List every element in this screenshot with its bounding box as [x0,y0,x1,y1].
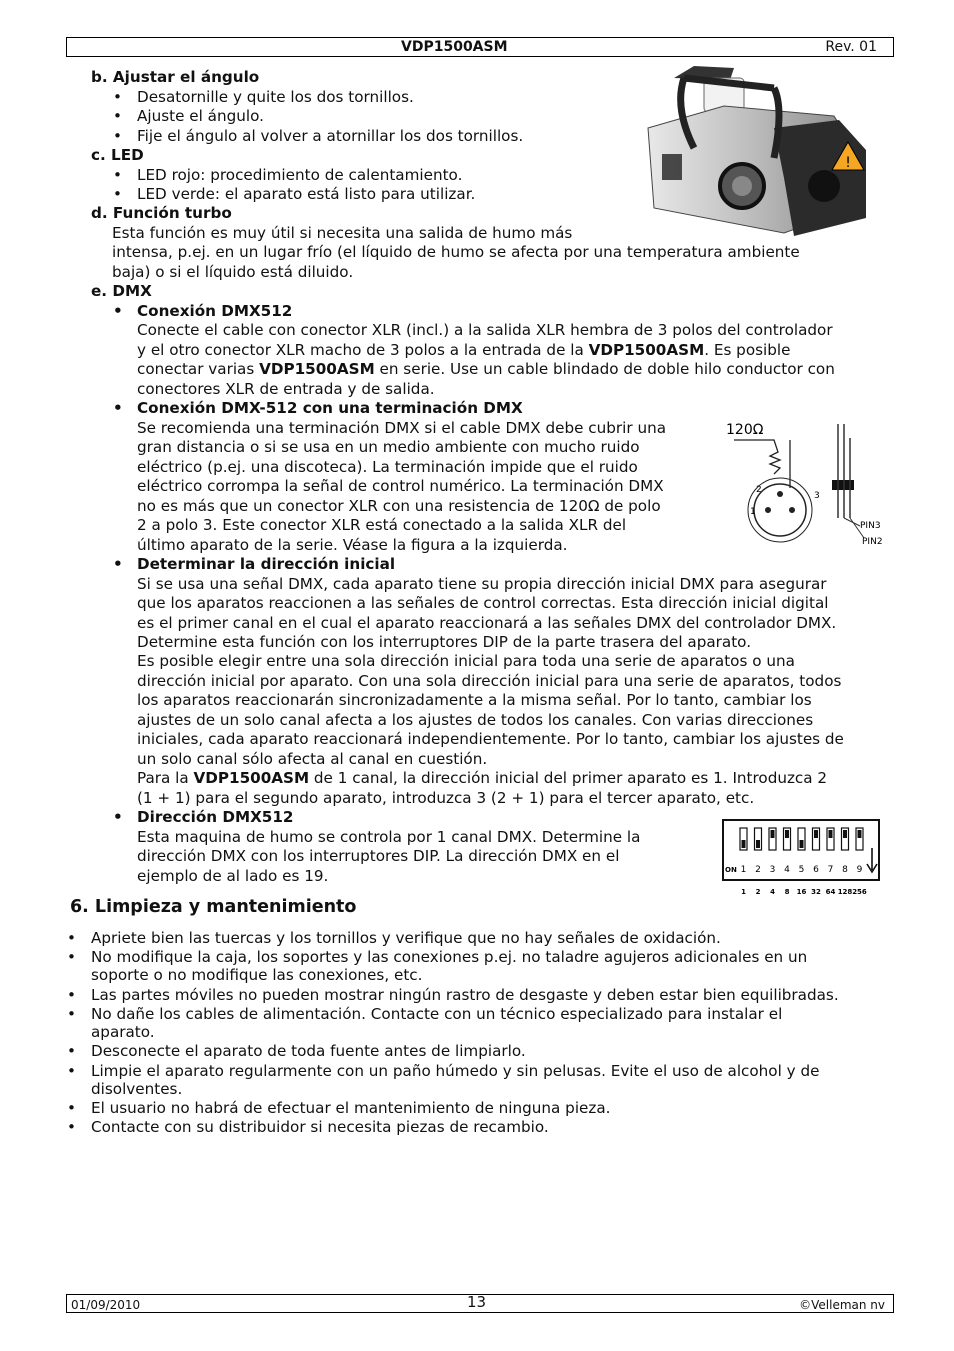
page-number: 13 [467,1293,487,1311]
dip-switch-number: 3 [769,865,776,875]
paragraph-line: ajustes de un solo canal afecta a los ajustes de todos los canales. Con varias direcciones [137,711,814,729]
subheading-dmx512: • Conexión DMX512 [137,302,292,322]
list-item: • Fije el ángulo al volver a atornillar los dos tornillos. [137,127,523,147]
dip-switch-number: 5 [798,865,805,875]
list-item-continuation: soporte o no modifique las conexiones, etc. [91,966,423,985]
dip-switch-value: 1 [741,888,746,896]
page-header [66,37,894,57]
dip-switch-knob [829,830,833,838]
paragraph-line: último aparato de la serie. Véase la figura a la izquierda. [137,536,568,554]
dip-switch-diagram [722,818,882,898]
dip-switch-value: 16 [796,888,807,896]
dip-switch-number: 8 [842,865,848,875]
paragraph-line: (1 + 1) para el segundo aparato, introduzca 3 (2 + 1) para el tercer aparato, etc. [137,789,755,807]
header-title: VDP1500ASM [401,39,508,55]
paragraph-line: Esta maquina de humo se controla por 1 canal DMX. Determine la [137,828,641,846]
paragraph-line: que los aparatos reaccionen a las señales de control correctas. Esta dirección inicial digital [137,594,829,612]
dip-switch-number: 9 [856,865,863,875]
dip-switch-knob [858,830,862,838]
paragraph-line: Esta función es muy útil si necesita una salida de humo más [112,224,573,242]
paragraph-line: y el otro conector XLR macho de 3 polos a la entrada de la VDP1500ASM. Es posible [137,341,791,359]
list-item: • El usuario no habrá de efectuar el mantenimiento de ninguna pieza. [91,1099,611,1119]
svg-text:PIN3: PIN3 [860,521,881,531]
dip-switch-number: 2 [755,865,761,875]
paragraph-line: no es más que un conector XLR con una resistencia de 120Ω de polo [137,497,661,515]
list-item: • Desatornille y quite los dos tornillos. [137,88,414,108]
svg-text:ON: ON [725,866,737,874]
paragraph-line: gran distancia o si se usa en un medio ambiente con mucho ruido [137,438,640,456]
header-revision: Rev. 01 [825,39,877,55]
dip-switch-knob [742,840,746,848]
paragraph-line: Es posible elegir entre una sola dirección inicial para toda una serie de aparatos o una [137,652,795,670]
list-item: • Limpie el aparato regularmente con un paño húmedo y sin pelusas. Evite el uso de alcohol y de [91,1062,819,1082]
paragraph-line: dirección DMX con los interruptores DIP. La dirección DMX en el [137,847,620,865]
list-item: • No dañe los cables de alimentación. Contacte con un técnico especializado para instalar el [91,1005,782,1025]
paragraph-line: eléctrico corrompa la señal de control numérico. La terminación DMX [137,477,664,495]
dip-switch-value: 128 [837,888,853,896]
paragraph-line: Se recomienda una terminación DMX si el cable DMX debe cubrir una [137,419,666,437]
section-heading-6: 6. Limpieza y mantenimiento [70,897,357,917]
paragraph-line: un solo canal sólo afecta al canal en cuestión. [137,750,488,768]
svg-text:1: 1 [750,507,756,517]
paragraph-line: dirección inicial por aparato. Con una sola dirección inicial para una serie de aparatos, todos [137,672,842,690]
dip-switch-knob [756,840,760,848]
dip-switch-knob [814,830,818,838]
heading-e: e. DMX [91,282,152,300]
footer-date: 01/09/2010 [71,1298,141,1312]
dip-switch-knob [771,830,775,838]
subheading-termination: • Conexión DMX-512 con una terminación DMX [137,399,523,419]
paragraph-line: intensa, p.ej. en un lugar frío (el líquido de humo se afecta por una temperatura ambiente [112,243,800,261]
paragraph-line: Conecte el cable con conector XLR (incl.) a la salida XLR hembra de 3 polos del controlador [137,321,833,339]
list-item: • Desconecte el aparato de toda fuente antes de limpiarlo. [91,1042,526,1062]
dip-switch-value: 8 [784,888,790,896]
dip-switch-knob [843,830,847,838]
resistor-label: 120Ω [726,422,764,438]
heading-b: b. Ajustar el ángulo [91,68,260,86]
list-item-continuation: aparato. [91,1022,155,1041]
dip-switch-value: 32 [811,888,821,896]
paragraph-line: conectores XLR de entrada y de salida. [137,380,435,398]
list-item: • LED verde: el aparato está listo para utilizar. [137,185,475,205]
paragraph-line: conectar varias VDP1500ASM en serie. Use un cable blindado de doble hilo conductor con [137,360,835,378]
page-footer [66,1294,894,1313]
dip-switch-value: 64 [825,888,836,896]
heading-c: c. LED [91,146,144,164]
dip-switch-number: 4 [784,865,790,875]
paragraph-line: Determine esta función con los interruptores DIP de la parte trasera del aparato. [137,633,752,651]
heading-d: d. Función turbo [91,204,232,222]
list-item: • Las partes móviles no pueden mostrar ningún rastro de desgaste y deben estar bien equilibradas. [91,986,839,1006]
paragraph-line: iniciales, cada aparato reaccionará independientemente. Por lo tanto, cambiar los ajustes de [137,730,844,748]
paragraph-line: Si se usa una señal DMX, cada aparato tiene su propia dirección inicial DMX para asegurar [137,575,827,593]
dip-switch-number: 7 [827,865,834,875]
paragraph-line: es el primer canal en el cual el aparato reaccionará a las señales DMX del controlador DMX. [137,614,837,632]
list-item: • Contacte con su distribuidor si necesita piezas de recambio. [91,1118,549,1138]
list-item-continuation: disolventes. [91,1079,183,1098]
paragraph-line: los aparatos reaccionarán sincronizadamente a la misma señal. Por lo tanto, cambiar los [137,691,812,709]
paragraph-line: eléctrico (p.ej. una discoteca). La terminación impide que el ruido [137,458,638,476]
footer-copyright: ©Velleman nv [799,1298,885,1312]
svg-text:3: 3 [814,491,820,501]
dip-switch-value: 2 [755,888,761,896]
dip-switch-value: 256 [852,888,867,896]
list-item: • Apriete bien las tuercas y los tornillos y verifique que no hay señales de oxidación. [91,929,721,949]
paragraph-line: Para la VDP1500ASM de 1 canal, la dirección inicial del primer aparato es 1. Introduzca 2 [137,769,828,787]
svg-text:PIN2: PIN2 [862,537,883,547]
dip-switch-number: 1 [740,865,747,875]
dip-switch-value: 4 [770,888,775,896]
svg-text:2: 2 [756,485,762,495]
paragraph-line: ejemplo de al lado es 19. [137,867,329,885]
xlr-termination-diagram [720,418,890,548]
paragraph-line: 2 a polo 3. Este conector XLR está conectado a la salida XLR del [137,516,627,534]
svg-text:!: ! [845,155,851,171]
list-item: • No modifique la caja, los soportes y las conexiones p.ej. no taladre agujeros adicionales en un [91,948,807,968]
list-item: • Ajuste el ángulo. [137,107,264,127]
dip-switch-number: 6 [813,865,819,875]
fog-machine-illustration [634,58,878,238]
subheading-dmx-address: • Dirección DMX512 [137,808,293,828]
paragraph-line: baja) o si el líquido está diluido. [112,263,354,281]
list-item: • LED rojo: procedimiento de calentamiento. [137,166,462,186]
subheading-start-address: • Determinar la dirección inicial [137,555,395,575]
dip-switch-knob [800,840,804,848]
dip-switch-knob [785,830,789,838]
